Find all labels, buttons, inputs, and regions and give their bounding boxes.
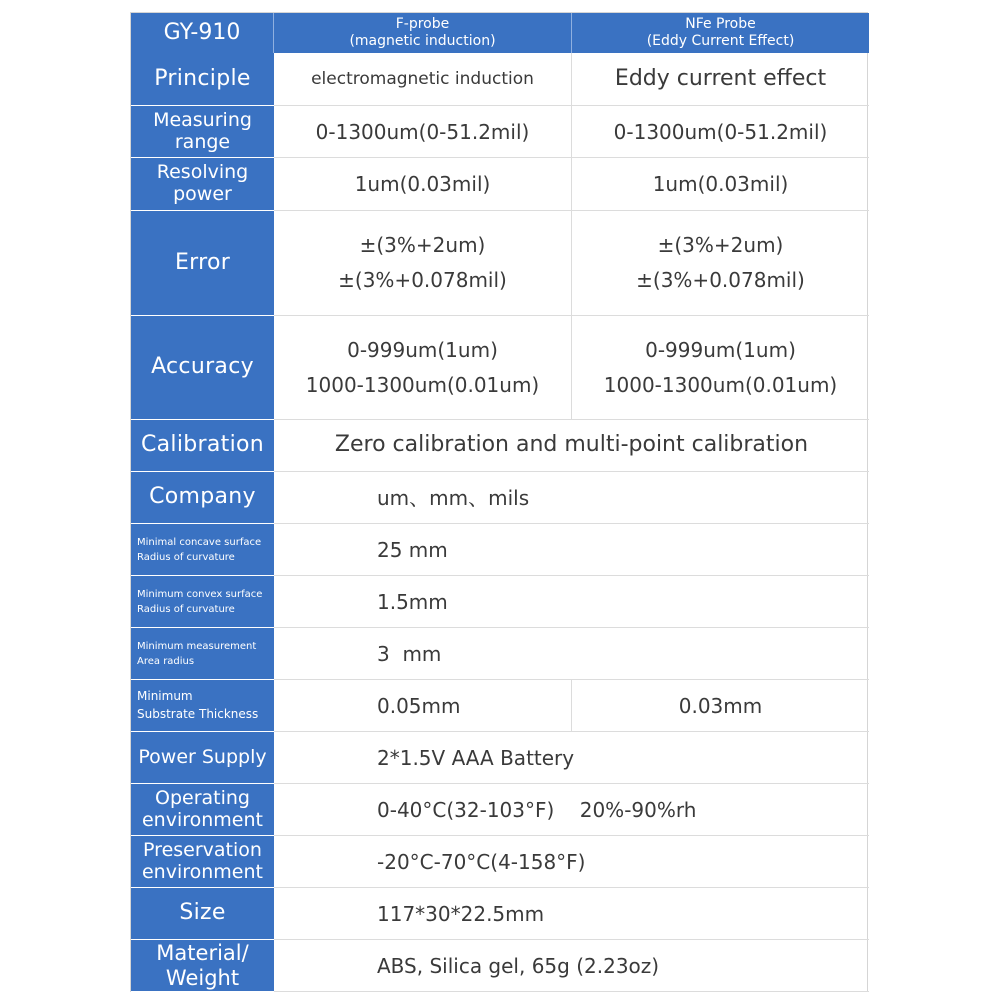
- error-nfe-line2: ±(3%+0.078mil): [636, 268, 805, 292]
- resolving-nfe: 1um(0.03mil): [572, 158, 869, 211]
- area-label-line1: Minimum measurement: [137, 640, 257, 652]
- nfe-probe-header: [572, 13, 869, 53]
- material-label: [131, 940, 274, 992]
- accuracy-row: [131, 316, 869, 420]
- resolving-f: 1um(0.03mil): [274, 158, 572, 211]
- operating-label: [131, 784, 274, 836]
- f-probe-sub: (magnetic induction): [349, 33, 496, 49]
- error-f-line1: ±(3%+2um): [359, 233, 486, 257]
- convex-row: [131, 576, 869, 628]
- concave-label: [131, 524, 274, 576]
- calibration-value: Zero calibration and multi-point calibration: [274, 420, 869, 472]
- error-f: [274, 211, 572, 316]
- operating-label-line1: Operating: [155, 786, 250, 809]
- range-label: [131, 106, 274, 158]
- concave-label-line2: Radius of curvature: [137, 551, 235, 563]
- material-value: ABS, Silica gel, 65g (2.23oz): [274, 940, 869, 992]
- f-probe-header: [274, 13, 572, 53]
- concave-value: 25 mm: [274, 524, 869, 576]
- model-name: GY-910: [131, 13, 274, 53]
- error-nfe: [572, 211, 869, 316]
- convex-value: 1.5mm: [274, 576, 869, 628]
- accuracy-nfe-line2: 1000-1300um(0.01um): [603, 372, 838, 397]
- operating-label-line2: environment: [141, 808, 263, 831]
- substrate-label-line2: Substrate Thickness: [137, 706, 259, 721]
- preservation-label: [131, 836, 274, 888]
- principle-row: [131, 53, 869, 106]
- accuracy-nfe-line1: 0-999um(1um): [645, 337, 796, 362]
- convex-label: [131, 576, 274, 628]
- principle-f: electromagnetic induction: [274, 53, 572, 106]
- substrate-label: [131, 680, 274, 732]
- f-probe-name: F-probe: [395, 15, 450, 32]
- preservation-label-line1: Preservation: [143, 838, 262, 861]
- accuracy-f-line2: 1000-1300um(0.01um): [305, 372, 540, 397]
- error-row: [131, 211, 869, 316]
- principle-label: Principle: [131, 53, 274, 106]
- substrate-f: 0.05mm: [274, 680, 572, 732]
- header-row: [131, 13, 869, 53]
- range-f: 0-1300um(0-51.2mil): [274, 106, 572, 158]
- range-label-line2: range: [174, 130, 231, 153]
- convex-label-line2: Radius of curvature: [137, 603, 235, 615]
- principle-nfe: Eddy current effect: [572, 53, 869, 106]
- company-row: [131, 472, 869, 524]
- preservation-label-line2: environment: [141, 860, 263, 883]
- material-label-line2: Weight: [165, 965, 240, 990]
- substrate-label-line1: Minimum: [137, 689, 193, 704]
- concave-row: [131, 524, 869, 576]
- company-value: um、mm、mils: [274, 472, 869, 524]
- resolving-label-line2: power: [173, 183, 232, 205]
- resolving-label: [131, 158, 274, 211]
- company-label: Company: [131, 472, 274, 524]
- calibration-label: Calibration: [131, 420, 274, 472]
- concave-label-line1: Minimal concave surface: [137, 536, 262, 548]
- nfe-probe-sub: (Eddy Current Effect): [646, 33, 795, 49]
- preservation-value: -20°C-70°C(4-158°F): [274, 836, 869, 888]
- accuracy-label: Accuracy: [131, 316, 274, 420]
- size-value: 117*30*22.5mm: [274, 888, 869, 940]
- error-f-line2: ±(3%+0.078mil): [338, 268, 507, 292]
- substrate-nfe: 0.03mm: [572, 680, 869, 732]
- area-label-line2: Area radius: [137, 655, 195, 667]
- nfe-probe-name: NFe Probe: [685, 15, 756, 32]
- operating-value: 0-40°C(32-103°F) 20%-90%rh: [274, 784, 869, 836]
- resolving-row: [131, 158, 869, 211]
- area-value: 3 mm: [274, 628, 869, 680]
- accuracy-f: [274, 316, 572, 420]
- substrate-row: [131, 680, 869, 732]
- range-nfe: 0-1300um(0-51.2mil): [572, 106, 869, 158]
- size-row: [131, 888, 869, 940]
- power-value: 2*1.5V AAA Battery: [274, 732, 869, 784]
- material-row: [131, 940, 869, 992]
- convex-label-line1: Minimum convex surface: [137, 588, 263, 600]
- material-label-line1: Material/: [156, 941, 249, 966]
- area-row: [131, 628, 869, 680]
- power-label: Power Supply: [131, 732, 274, 784]
- error-label: Error: [131, 211, 274, 316]
- area-label: [131, 628, 274, 680]
- accuracy-nfe: [572, 316, 869, 420]
- range-label-line1: Measuring: [153, 108, 252, 131]
- power-row: [131, 732, 869, 784]
- calibration-row: [131, 420, 869, 472]
- accuracy-f-line1: 0-999um(1um): [347, 337, 498, 362]
- size-label: Size: [131, 888, 274, 940]
- resolving-label-line1: Resolving: [156, 161, 249, 184]
- error-nfe-line1: ±(3%+2um): [657, 233, 784, 257]
- preservation-row: [131, 836, 869, 888]
- range-row: [131, 106, 869, 158]
- spec-table: [130, 12, 868, 992]
- operating-row: [131, 784, 869, 836]
